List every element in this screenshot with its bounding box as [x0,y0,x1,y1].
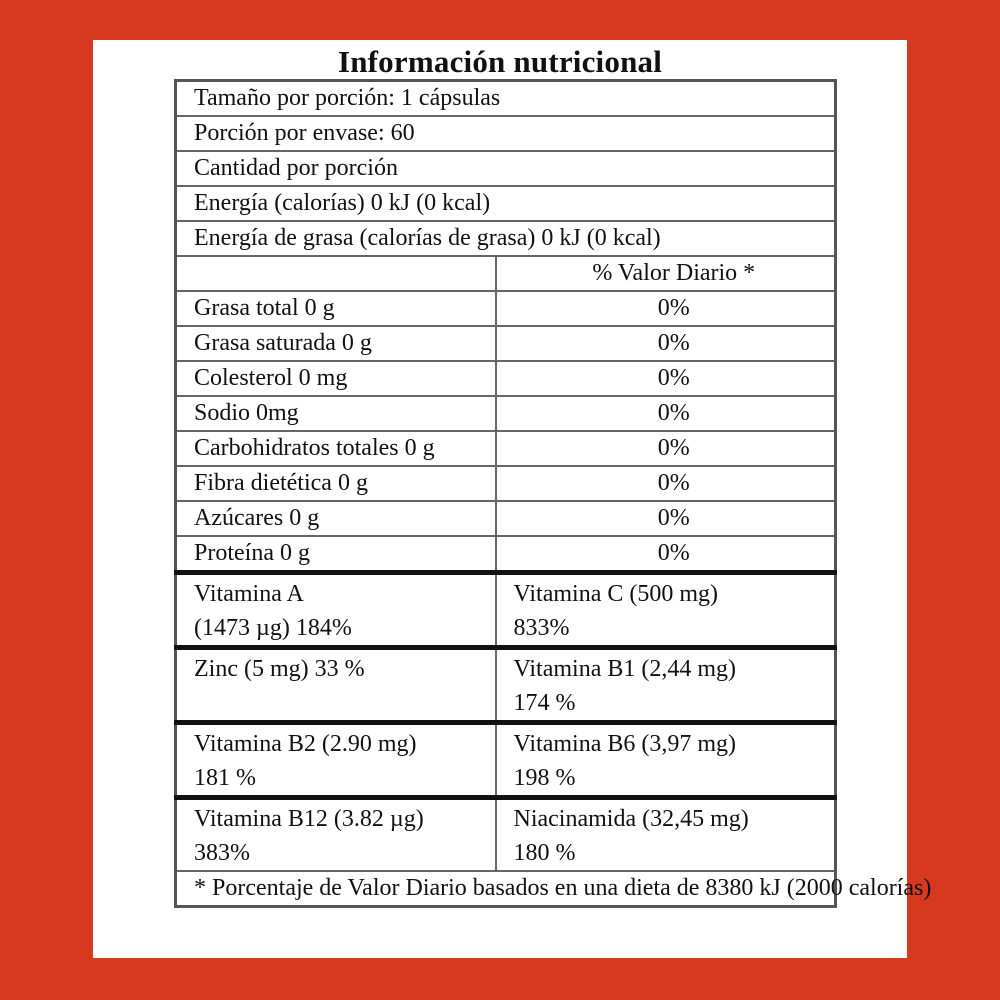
nutrient-name: Sodio 0mg [176,396,496,431]
table-row [176,186,836,221]
vitamin-value: 181 % [194,765,256,791]
servings-per-container: Porción por envase: 60 [176,116,836,151]
nutrient-dv: 0% [496,361,836,396]
nutrition-facts-table [174,79,932,908]
vitamin-row [176,648,836,723]
footnote: * Porcentaje de Valor Diario basados en una dieta de 8380 kJ (2000 calorías) [176,871,836,907]
vitamin-value: (1473 µg) 184% [194,615,352,641]
vitamin-name: Vitamina B6 (3,97 mg) [513,731,737,757]
table-row [176,466,836,501]
vitamin-cell [176,798,496,872]
vitamin-cell [176,573,496,648]
vitamin-name: Niacinamida (32,45 mg) [513,806,749,832]
vitamin-name: Vitamina B12 (3.82 µg) [194,806,424,832]
nutrient-dv: 0% [496,396,836,431]
table-row [176,396,836,431]
vitamin-cell [496,573,836,648]
vitamin-value: 383% [194,840,250,866]
table-row [176,501,836,536]
energy-from-fat: Energía de grasa (calorías de grasa) 0 kJ (0 kcal) [176,221,836,256]
energy-calories: Energía (calorías) 0 kJ (0 kcal) [176,186,836,221]
vitamin-value: 833% [513,615,570,641]
table-row [176,221,836,256]
vitamin-row [176,798,836,872]
page-title: Información nutricional [337,44,663,79]
vitamin-name: Zinc (5 mg) 33 % [194,656,365,682]
table-row [176,116,836,151]
vitamin-name: Vitamina C (500 mg) [513,581,719,607]
table-row [176,151,836,186]
vitamin-row [176,723,836,798]
vitamin-cell [176,648,496,723]
nutrient-dv: 0% [496,326,836,361]
vitamin-cell [496,723,836,798]
vitamin-value: 198 % [513,765,576,791]
table-row [176,361,836,396]
table-row [176,536,836,573]
table-row [176,291,836,326]
nutrient-name: Colesterol 0 mg [176,361,496,396]
nutrient-name: Grasa saturada 0 g [176,326,496,361]
daily-value-header: % Valor Diario * [496,256,836,291]
vitamin-cell [496,798,836,872]
vitamin-cell [496,648,836,723]
nutrition-label-sheet [93,40,932,958]
amount-per-serving: Cantidad por porción [176,151,836,186]
vitamin-row [176,573,836,648]
nutrient-dv: 0% [496,291,836,326]
nutrient-dv: 0% [496,466,836,501]
vitamin-name: Vitamina A [194,581,304,607]
table-row [176,326,836,361]
vitamin-name: Vitamina B2 (2.90 mg) [194,731,417,757]
vitamin-cell [176,723,496,798]
vitamin-value: 174 % [513,690,576,716]
table-row [176,256,836,291]
vitamin-value: 180 % [513,840,576,866]
nutrient-name: Azúcares 0 g [176,501,496,536]
nutrient-name: Fibra dietética 0 g [176,466,496,501]
serving-size: Tamaño por porción: 1 cápsulas [176,81,836,117]
table-row [176,81,836,117]
table-row [176,871,836,907]
nutrient-dv: 0% [496,536,836,573]
nutrient-dv: 0% [496,501,836,536]
nutrient-name: Proteína 0 g [176,536,496,573]
table-row [176,431,836,466]
vitamin-name: Vitamina B1 (2,44 mg) [513,656,737,682]
nutrient-name: Carbohidratos totales 0 g [176,431,496,466]
nutrient-name: Grasa total 0 g [176,291,496,326]
nutrient-dv: 0% [496,431,836,466]
empty-cell [176,256,496,291]
